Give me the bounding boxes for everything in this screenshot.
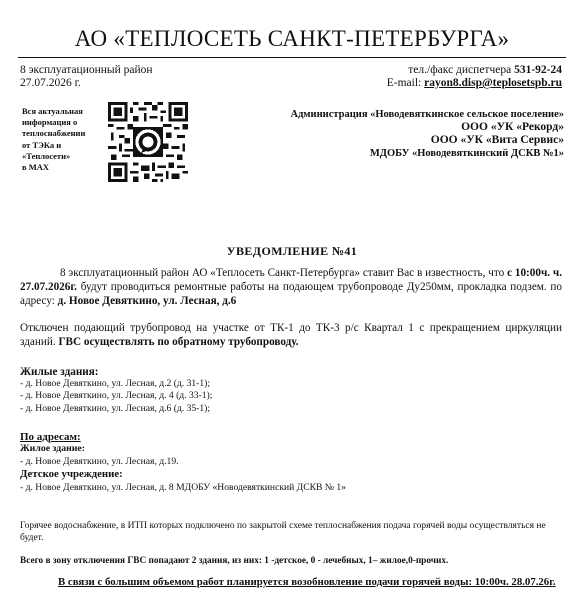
hot-water-note: Горячее водоснабжение, в ИТП которых подключено по закрытой схеме теплоснабжения подача горячей воды осуществляться не будет. xyxy=(20,521,546,544)
section-heading: Жилые здания: xyxy=(20,366,99,378)
list-item: - д. Новое Девяткино, ул. Лесная, д. 4 (д. 33-1); xyxy=(20,390,213,402)
addressee-list xyxy=(291,108,565,160)
max-info-block: Вся актуальная информация о теплоснабжении от ТЭКа и «Теплосети» в MAX xyxy=(22,106,86,173)
dispatcher-phone: тел./факс диспетчера 531-92-24 xyxy=(408,64,562,76)
by-address-section xyxy=(20,431,560,494)
list-item: - д. Новое Девяткино, ул. Лесная, д.6 (д. 35-1); xyxy=(20,402,211,414)
qr-code-icon xyxy=(108,102,188,182)
header-left xyxy=(20,64,153,90)
district-name: 8 эксплуатационный район xyxy=(20,64,153,76)
notice-paragraph-2: Отключен подающий трубопровод на участке от ТК-1 до ТК-3 р/с Квартал 1 с прекращением циркуляции зданий. ГВС осуществлять по обратному трубопроводу. xyxy=(20,322,562,349)
total-summary: Всего в зону отключения ГВС попадают 2 здания, из них: 1 -детское, 0 - лечебных, 1– жилое,0-прочих. xyxy=(20,556,449,566)
subsection-heading: Детское учреждение: xyxy=(20,468,123,480)
email-link[interactable]: rayon8.disp@teplosetspb.ru xyxy=(424,77,562,89)
list-item: - д. Новое Девяткино, ул. Лесная, д.2 (д. 31-1); xyxy=(20,378,211,389)
dispatcher-email: E-mail: rayon8.disp@teplosetspb.ru xyxy=(386,77,562,89)
section-heading: По адресам: xyxy=(20,431,81,443)
header-right xyxy=(387,64,562,90)
subsection-heading: Жилое здание: xyxy=(20,443,86,454)
organization-title: АО «ТЕПЛОСЕТЬ САНКТ-ПЕТЕРБУРГА» xyxy=(74,26,510,51)
addressee-item: Администрация «Новодевяткинское сельское поселение» xyxy=(290,109,564,120)
resumption-notice: В связи с большим объемом работ планируется возобновление подачи горячей воды: 10:00ч. 28.07.26г. xyxy=(58,576,556,588)
notice-paragraph-1: 8 эксплуатационный район АО «Теплосеть Санкт-Петербурга» ставит Вас в известность, что с 10:00ч. ч. 27.07.2026г. будут проводиться ремонтные работы на подающем трубопроводе Ду250мм, прокладка подзем. по адресу: д. Новое Девяткино, ул. Лесная, д.6 xyxy=(20,267,562,308)
list-item: - д. Новое Девяткино, ул. Лесная, д. 8 МДОБУ «Новодевяткинский ДСКВ № 1» xyxy=(20,481,346,493)
addressee-item: ООО «УК «Рекорд» xyxy=(461,121,564,133)
notice-title: УВЕДОМЛЕНИЕ №41 xyxy=(226,244,358,258)
addressee-item: МДОБУ «Новодевяткинский ДСКВ №1» xyxy=(369,148,564,159)
residential-buildings-section xyxy=(20,366,560,415)
addressee-item: ООО «УК «Вита Сервис» xyxy=(430,134,564,146)
header-divider xyxy=(18,57,566,58)
list-item: - д. Новое Девяткино, ул. Лесная, д.19. xyxy=(20,455,179,467)
document-date: 27.07.2026 г. xyxy=(20,77,81,89)
